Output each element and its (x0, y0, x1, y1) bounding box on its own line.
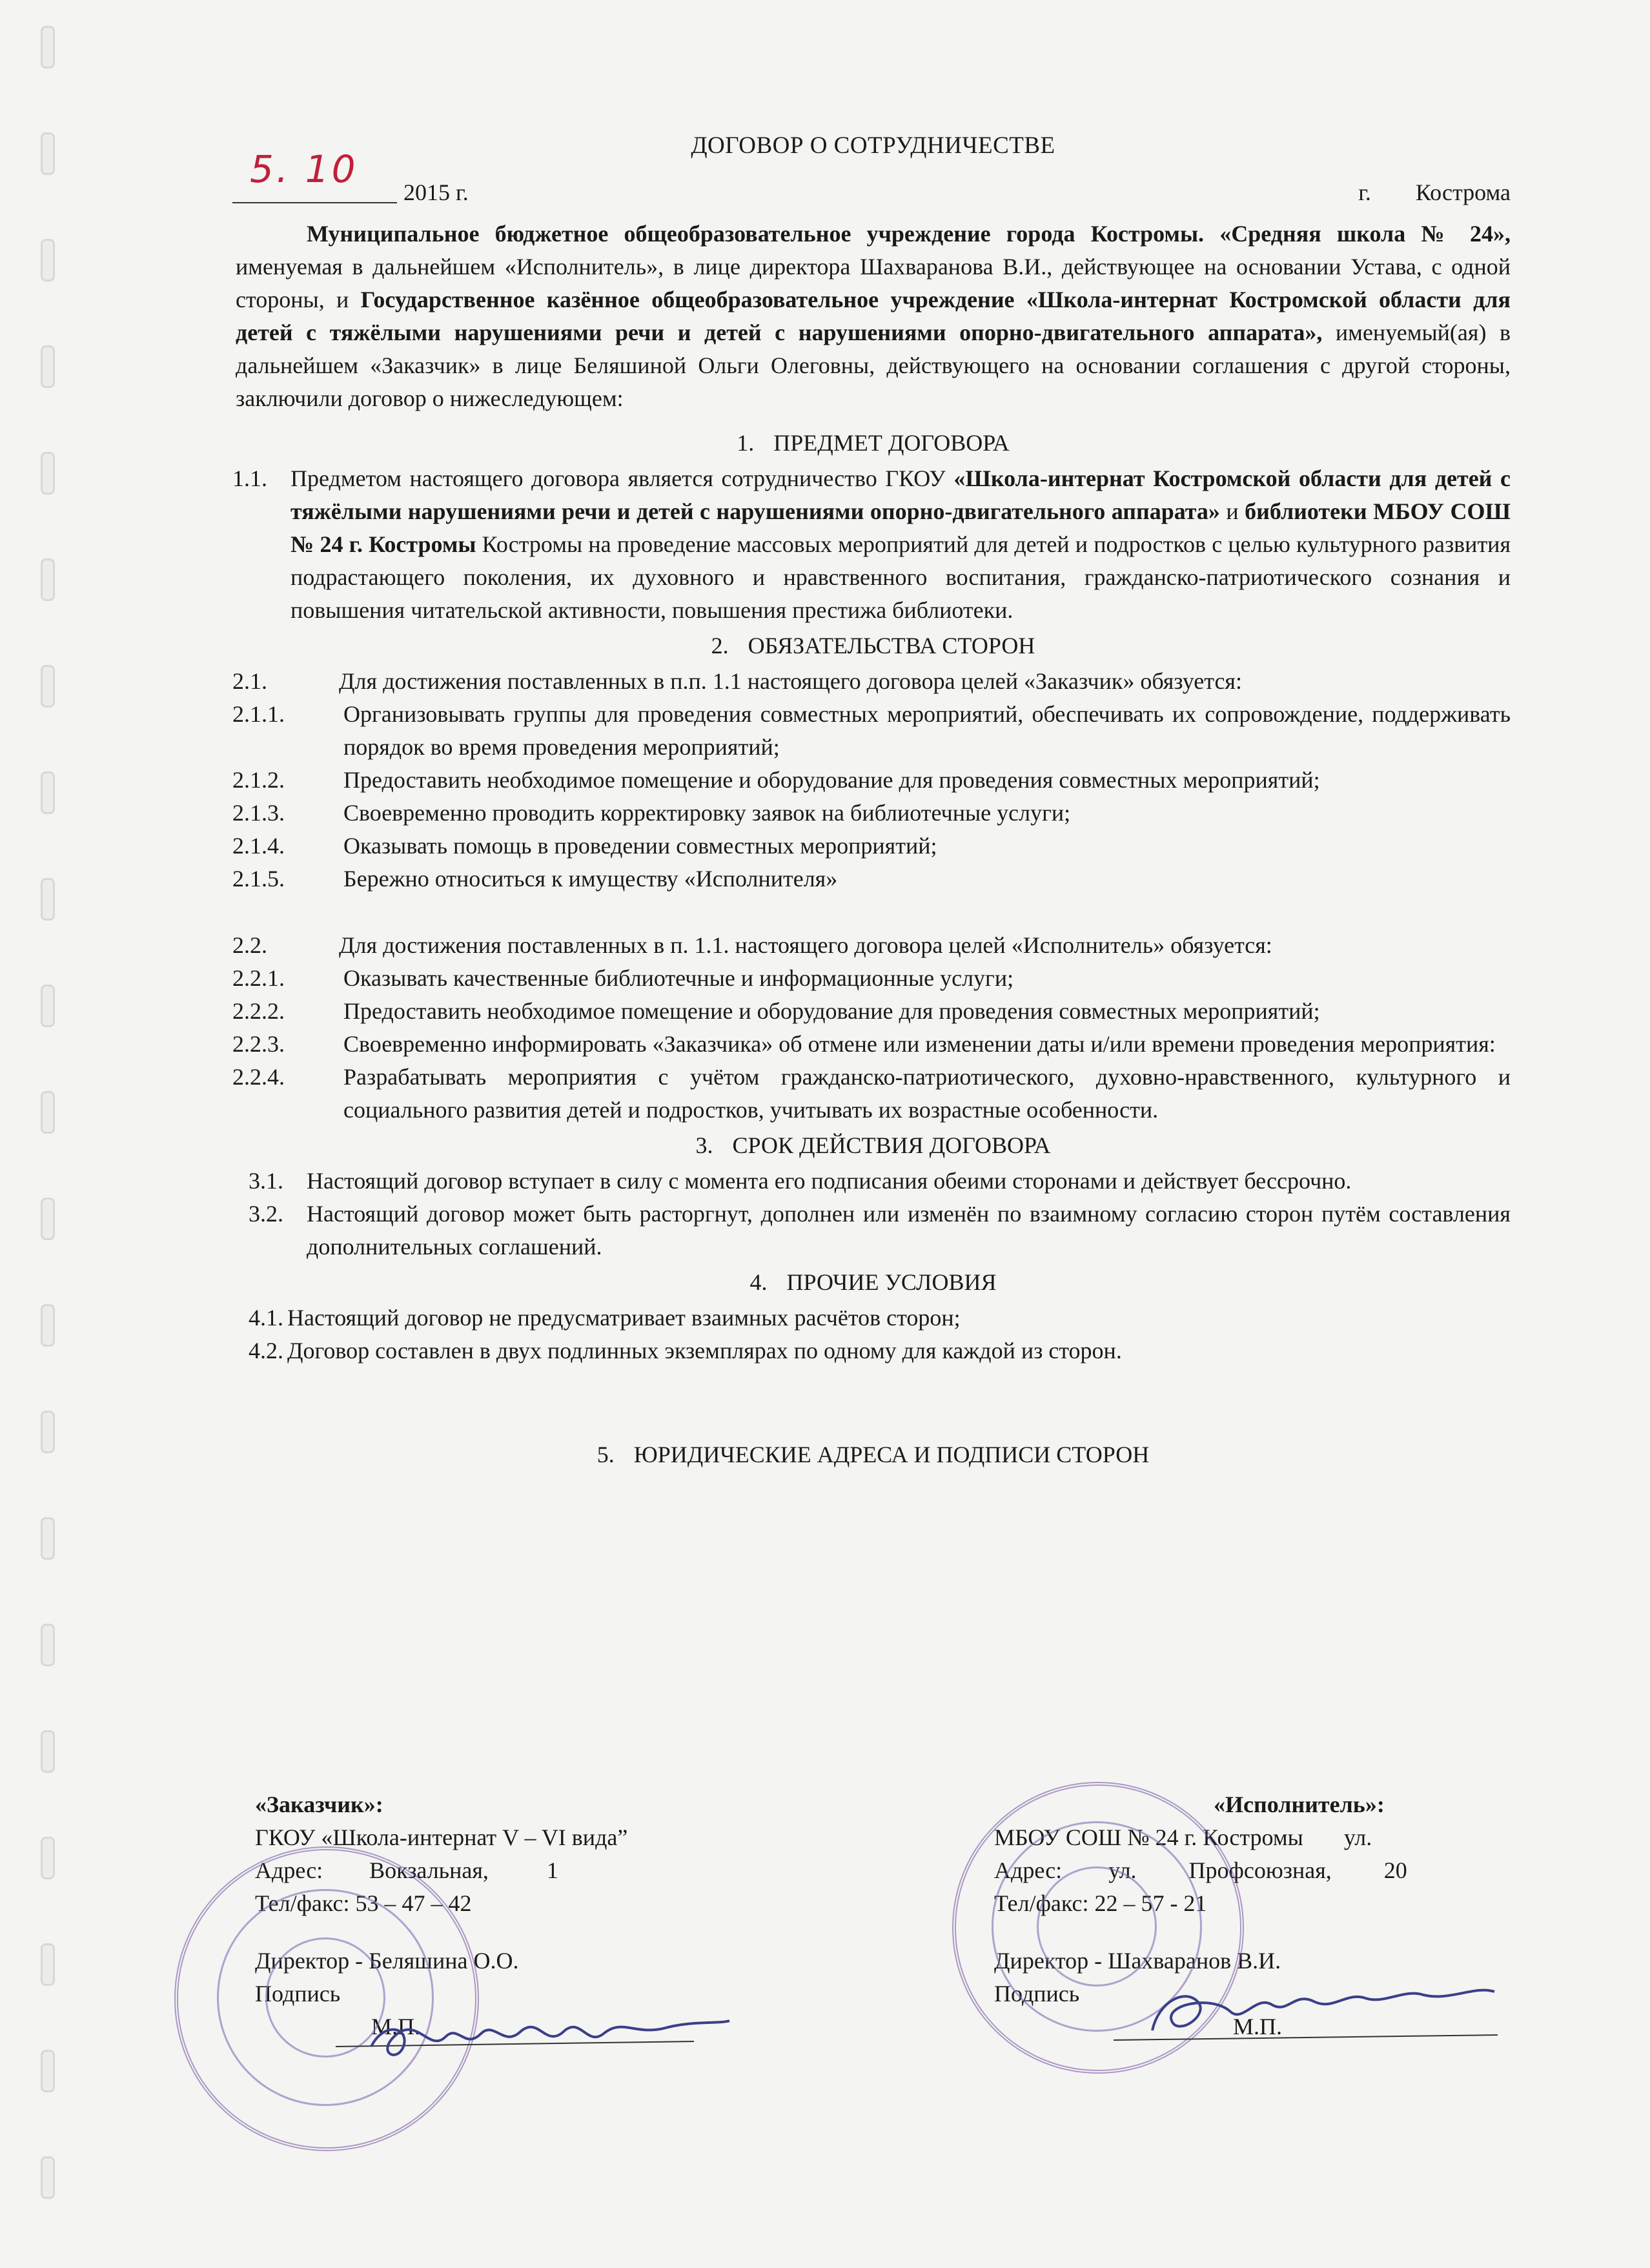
binder-edge (36, 26, 61, 2253)
binder-hole (41, 1304, 55, 1347)
section-heading: 3. СРОК ДЕЙСТВИЯ ДОГОВОРА (695, 1132, 1051, 1158)
clause-1-1: 1.1. Предметом настоящего договора является сотрудничество ГКОУ «Школа-интернат Костромской области для детей с тяжёлыми нарушениями речи и детей с нарушениями опорно-двигательного аппарата» и библиотеки МБОУ СОШ № 24 г. Костромы Костромы на проведение массовых мероприятий для детей и подростков с целью культурного развития подрастающего поколения, их духовного и нравственного воспитания, гражданско-патриотического сознания и повышения читательской активности, повышения престижа библиотеки. (232, 465, 1511, 623)
binder-hole (41, 985, 55, 1027)
intro-text: именуемая в дальнейшем «Исполнитель», в лице директора Шахваранова В.И., действующее на основании Устава, с одной стороны, и (236, 254, 1511, 312)
clause-2-2: 2.2. Для достижения поставленных в п. 1.1. настоящего договора целей «Исполнитель» обязуется: (232, 932, 1272, 958)
executor-details (994, 1788, 1511, 2043)
binder-hole (41, 1730, 55, 1773)
clause-item: 2.2.4. Разрабатывать мероприятия с учётом гражданско-патриотического, духовно-нравственного, культурного и социального развития детей и подростков, учитывать их возрастные особенности. (232, 1064, 1511, 1123)
customer-details (255, 1788, 720, 2043)
clause-item: 4.2. Договор составлен в двух подлинных экземплярах по одному для каждой из сторон. (249, 1338, 1122, 1364)
date-line (236, 147, 1511, 211)
intro-text: именуемый(ая) в дальнейшем «Заказчик» в лице Беляшиной Ольги Олеговны, действующего на основании соглашения с другой стороны, заключили договор о нижеследующем: (236, 320, 1511, 411)
binder-hole (41, 26, 55, 68)
clause-item: 3.2. Настоящий договор может быть расторгнут, дополнен или изменён по взаимному согласию сторон путём составления дополнительных соглашений. (249, 1201, 1511, 1260)
executor-sign-label: Подпись (994, 1981, 1080, 2007)
clause-2-1: 2.1. Для достижения поставленных в п.п. 1.1 настоящего договора целей «Заказчик» обязуется: (232, 668, 1242, 694)
document-title: ДОГОВОР О СОТРУДНИЧЕСТВЕ (691, 132, 1055, 159)
binder-hole (41, 878, 55, 921)
executor-mp: М.П. (1233, 2014, 1283, 2039)
customer-sign-label: Подпись (255, 1981, 341, 2007)
handwritten-date: 5. 10 (250, 147, 358, 191)
binder-hole (41, 1517, 55, 1560)
binder-hole (41, 1943, 55, 1986)
customer-director: Директор - Беляшина О.О. (255, 1948, 519, 1974)
executor-stamp (952, 1782, 1244, 2074)
clause-item: 2.2.3. Своевременно информировать «Заказчика» об отмене или изменении даты и/или времени проведения мероприятия: (232, 1031, 1496, 1057)
binder-hole (41, 771, 55, 814)
binder-hole (41, 452, 55, 495)
clause-item: 4.1. Настоящий договор не предусматривает взаимных расчётов сторон; (249, 1305, 961, 1331)
clause-item: 2.1.3. Своевременно проводить корректировку заявок на библиотечные услуги; (232, 800, 1071, 826)
customer-stamp (174, 1846, 479, 2151)
customer-mp: М.П. (371, 2014, 421, 2039)
clause-item: 2.1.4. Оказывать помощь в проведении совместных мероприятий; (232, 833, 937, 859)
executor-phone: Тел/факс: 22 – 57 - 21 (994, 1890, 1207, 1916)
executor-address: Адрес: ул. Профсоюзная, 20 (994, 1857, 1407, 1883)
binder-hole (41, 1837, 55, 1879)
binder-hole (41, 665, 55, 708)
clause-item: 2.1.2. Предоставить необходимое помещение и оборудование для проведения совместных мероприятий; (232, 767, 1320, 793)
executor-heading: «Исполнитель»: (1214, 1792, 1385, 1817)
clause-item: 2.1.1. Организовывать группы для проведения совместных мероприятий, обеспечивать их сопровождение, поддерживать порядок во время проведения мероприятий; (232, 701, 1511, 760)
binder-hole (41, 2050, 55, 2092)
binder-hole (41, 558, 55, 601)
executor-director: Директор - Шахваранов В.И. (994, 1948, 1281, 1974)
binder-hole (41, 345, 55, 388)
customer-address: Адрес: Вокзальная, 1 (255, 1857, 558, 1883)
customer-org: ГКОУ «Школа-интернат V – VI вида” (255, 1824, 628, 1850)
clause-item: 2.2.1. Оказывать качественные библиотечные и информационные услуги; (232, 965, 1014, 991)
date-city: г. Кострома (1358, 179, 1511, 205)
customer-signature (332, 2001, 733, 2072)
intro-executor-name: Муниципальное бюджетное общеобразовательное учреждение города Костромы. «Средняя школа № 24», (307, 221, 1511, 247)
intro-customer-name: Государственное казённое общеобразовательное учреждение «Школа-интернат Костромской области для детей с тяжёлыми нарушениями речи и детей с нарушениями опорно-двигательного аппарата», (236, 287, 1511, 345)
binder-hole (41, 1091, 55, 1134)
binder-hole (41, 132, 55, 175)
binder-hole (41, 1411, 55, 1453)
customer-phone: Тел/факс: 53 – 47 – 42 (255, 1890, 472, 1916)
binder-hole (41, 1624, 55, 1666)
signature-block (236, 1788, 1511, 2124)
date-year: 2015 г. (403, 179, 469, 205)
clause-item: 3.1. Настоящий договор вступает в силу с момента его подписания обеими сторонами и действует бессрочно. (249, 1168, 1352, 1194)
section-heading: 5. ЮРИДИЧЕСКИЕ АДРЕСА И ПОДПИСИ СТОРОН (596, 1442, 1150, 1467)
binder-hole (41, 2156, 55, 2199)
section-heading: 1. ПРЕДМЕТ ДОГОВОРА (737, 430, 1010, 456)
executor-signature (1101, 1976, 1501, 2053)
document-page (232, 129, 1511, 1474)
binder-hole (41, 1198, 55, 1240)
executor-org: МБОУ СОШ № 24 г. Костромы ул. (994, 1824, 1372, 1850)
section-heading: 2. ОБЯЗАТЕЛЬСТВА СТОРОН (711, 633, 1035, 659)
section-heading: 4. ПРОЧИЕ УСЛОВИЯ (749, 1269, 997, 1295)
binder-hole (41, 239, 55, 281)
intro-paragraph (236, 218, 1511, 415)
clause-item: 2.1.5. Бережно относиться к имуществу «Исполнителя» (232, 866, 838, 892)
clause-item: 2.2.2. Предоставить необходимое помещение и оборудование для проведения совместных мероприятий; (232, 998, 1320, 1024)
customer-heading: «Заказчик»: (255, 1792, 383, 1817)
